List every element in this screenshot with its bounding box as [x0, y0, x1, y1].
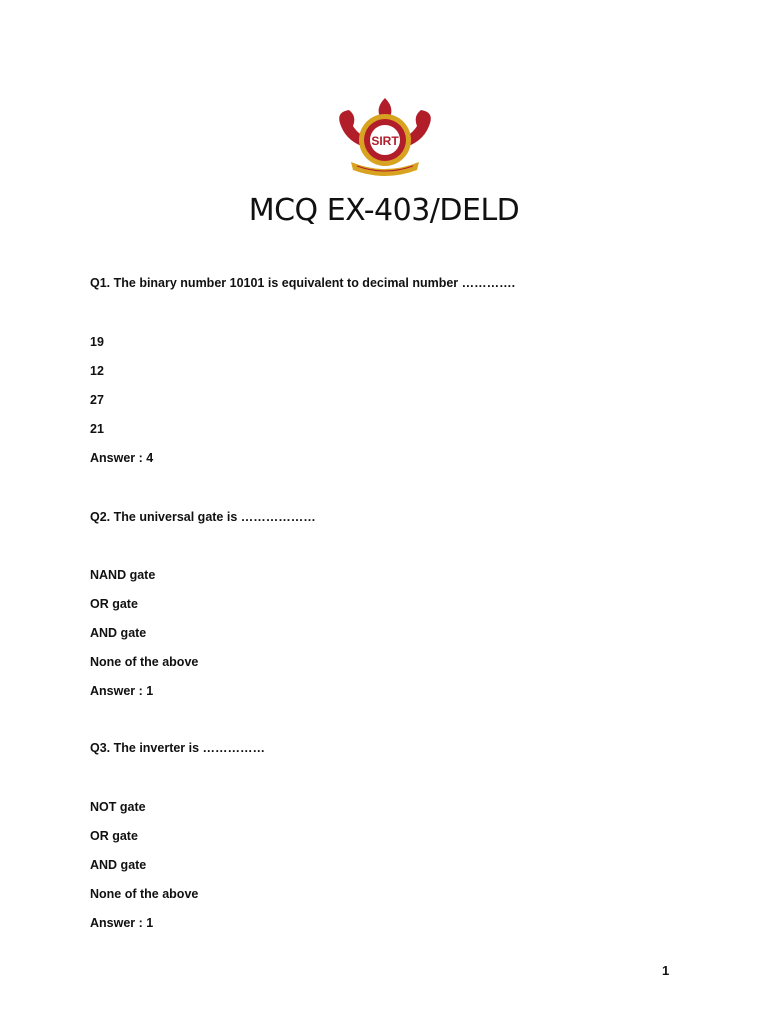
option-item: 27 [90, 393, 104, 407]
option-item: 21 [90, 422, 104, 436]
option-item: AND gate [90, 626, 147, 640]
question-text: Q1. The binary number 10101 is equivalent to decimal number …………. [90, 276, 516, 290]
page-title: MCQ EX-403/DELD [248, 193, 520, 228]
answer-text: Answer : 1 [90, 916, 154, 930]
option-item: OR gate [90, 597, 138, 611]
page-number: 1 [662, 963, 670, 978]
answer-text: Answer : 1 [90, 684, 154, 698]
option-item: 19 [90, 335, 104, 349]
option-item: None of the above [90, 887, 199, 901]
institute-logo [333, 96, 437, 180]
question-text: Q2. The universal gate is ……………… [90, 510, 316, 524]
answer-text: Answer : 4 [90, 451, 154, 465]
option-item: NAND gate [90, 568, 156, 582]
logo-letters: SIRT [371, 134, 399, 148]
option-item: None of the above [90, 655, 199, 669]
option-item: AND gate [90, 858, 147, 872]
option-item: OR gate [90, 829, 138, 843]
option-item: NOT gate [90, 800, 146, 814]
question-text: Q3. The inverter is …………… [90, 741, 266, 755]
option-item: 12 [90, 364, 104, 378]
